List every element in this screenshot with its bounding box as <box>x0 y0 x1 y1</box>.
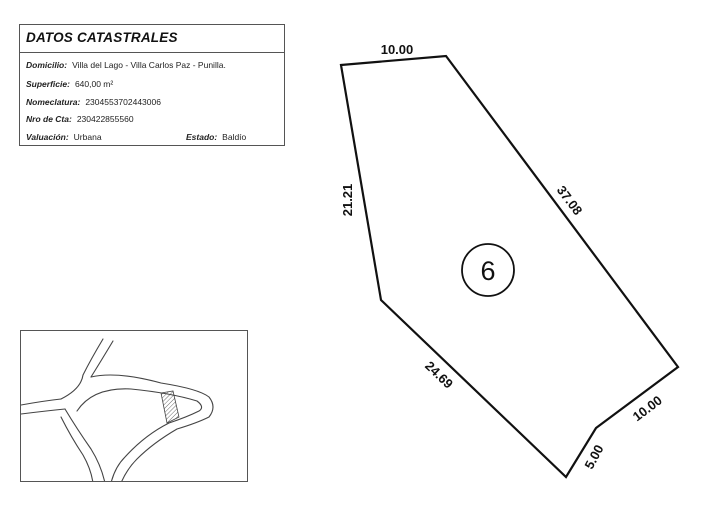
superficie-label: Superficie: <box>26 79 70 89</box>
dim-left: 21.21 <box>340 183 355 217</box>
nro-cta-label: Nro de Cta: <box>26 114 72 124</box>
lot-boundary <box>341 56 678 477</box>
superficie-value: 640,00 m² <box>74 79 114 89</box>
nro-cta-value: 230422855560 <box>76 114 134 124</box>
valuacion-value: Urbana <box>73 132 102 142</box>
estado-value: Baldío <box>222 132 247 142</box>
dim-top: 10.00 <box>380 42 414 57</box>
domicilio-label: Domicilio: <box>26 60 68 70</box>
domicilio-value: Villa del Lago - Villa Carlos Paz - Punilla. <box>72 60 226 70</box>
dim-right: 37.08 <box>553 182 586 218</box>
dim-bottom-left: 24.69 <box>422 358 457 392</box>
valuacion-label: Valuación: <box>26 132 69 142</box>
dim-bottom: 5.00 <box>581 442 607 472</box>
nomenclatura-label: Nomeclatura: <box>26 97 81 107</box>
lot-number: 6 <box>480 256 496 286</box>
estado-label: Estado: <box>186 132 218 142</box>
dim-bottom-right: 10.00 <box>629 392 665 425</box>
nomenclatura-value: 2304553702443006 <box>85 97 161 107</box>
cadastral-data-title: DATOS CATASTRALES <box>26 30 178 45</box>
